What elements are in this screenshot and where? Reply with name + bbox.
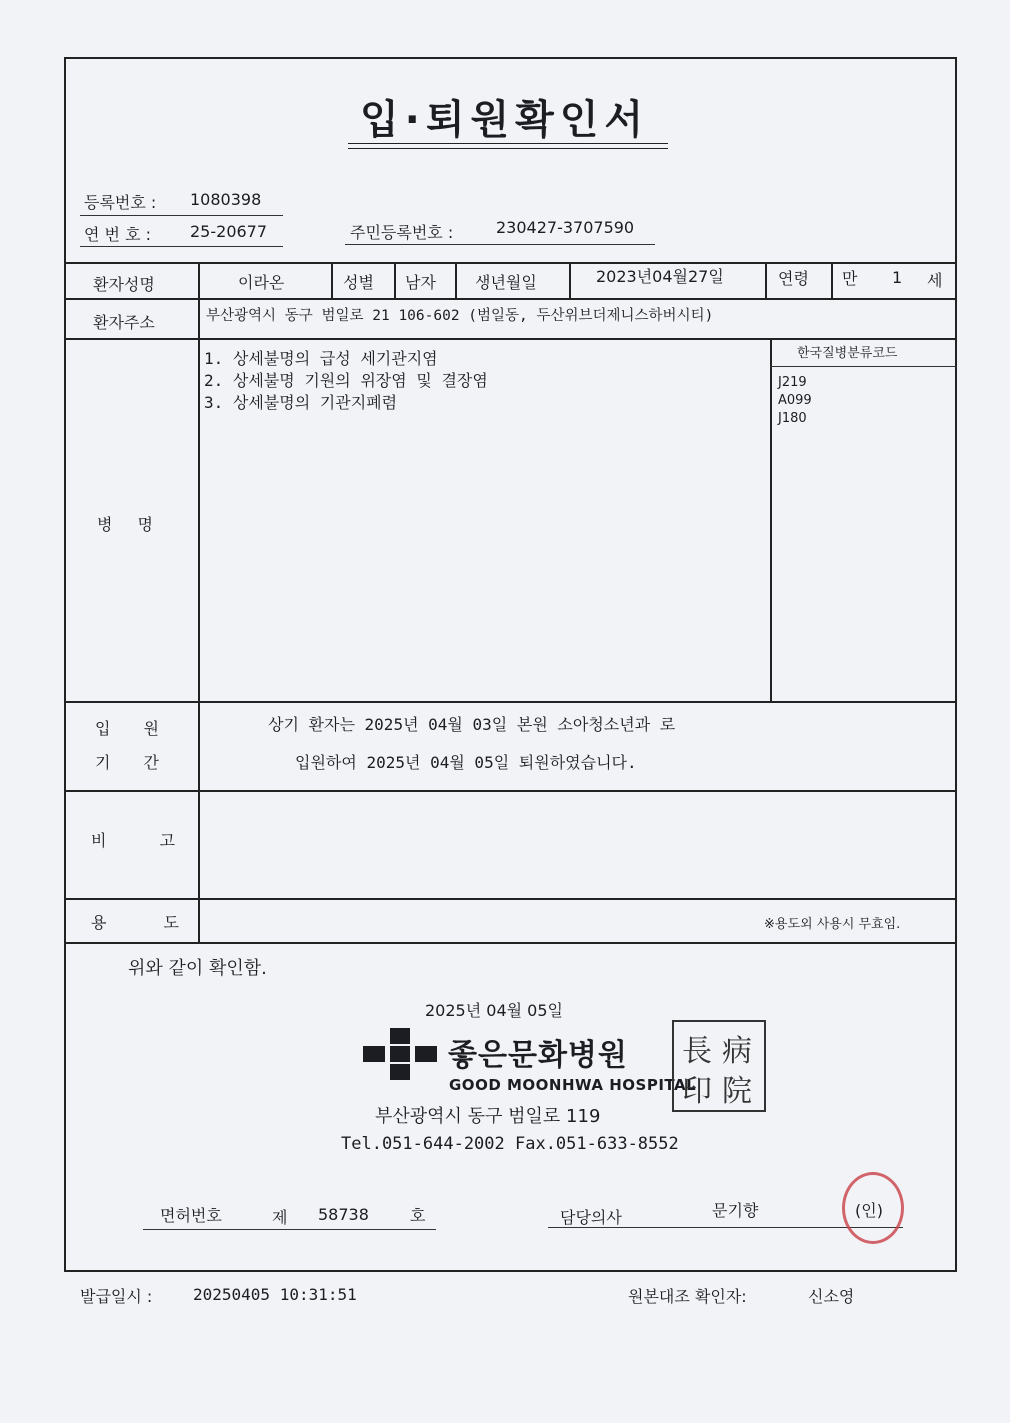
verifier-label: 원본대조 확인자: (628, 1287, 747, 1306)
address-value: 부산광역시 동구 범일로 21 106-602 (범일동, 두산위브더제니스하버시티) (206, 308, 714, 324)
address-label: 환자주소 (93, 313, 155, 332)
table-col-rule (770, 338, 772, 701)
resident-underline (345, 244, 655, 245)
license-suffix: 호 (410, 1206, 426, 1225)
registration-number: 1080398 (190, 190, 262, 209)
age-value: 1 (892, 268, 903, 287)
hospital-name-english: GOOD MOONHWA HOSPITAL (449, 1076, 697, 1094)
license-number: 58738 (318, 1205, 369, 1224)
resident-number: 230427-3707590 (496, 218, 635, 237)
disease-code: J180 (778, 411, 807, 426)
table-col-rule (569, 262, 571, 298)
diagnosis-item: 1. 상세불명의 급성 세기관지염 (204, 349, 438, 368)
title-underline (348, 143, 668, 144)
code-header-rule (770, 366, 957, 367)
registration-label: 등록번호 : (84, 193, 157, 212)
disease-code-header: 한국질병분류코드 (797, 346, 898, 361)
table-col-rule (455, 262, 457, 298)
doctor-label: 담당의사 (560, 1208, 622, 1227)
title-underline (348, 148, 668, 149)
remarks-label: 비 고 (91, 831, 175, 850)
admission-statement: 상기 환자는 2025년 04월 03일 본원 소아청소년과 로 (268, 715, 676, 734)
purpose-note: ※용도외 사용시 무효임. (764, 917, 901, 932)
hospital-logo-icon (363, 1028, 437, 1080)
age-label: 연령 (778, 269, 809, 288)
hospital-name: 좋은문화병원 (448, 1038, 628, 1073)
dob-value: 2023년04월27일 (596, 267, 724, 286)
period-label: 기 간 (95, 753, 159, 772)
doctor-seal-icon (842, 1172, 904, 1244)
diagnosis-item: 3. 상세불명의 기관지폐렴 (204, 393, 398, 412)
admission-label: 입 원 (95, 719, 159, 738)
issued-label: 발급일시 : (80, 1287, 153, 1306)
doctor-seal-mark: (인) (855, 1201, 883, 1220)
table-col-rule (198, 262, 200, 942)
disease-code: A099 (778, 393, 812, 408)
license-prefix: 제 (272, 1208, 288, 1227)
license-label: 면허번호 (160, 1206, 222, 1225)
table-col-rule (394, 262, 396, 298)
doctor-name: 문기향 (712, 1201, 759, 1220)
serial-label: 연 번 호 : (84, 225, 152, 244)
sex-label: 성별 (343, 273, 374, 292)
dob-label: 생년월일 (475, 273, 537, 292)
table-col-rule (831, 262, 833, 298)
hospital-address: 부산광역시 동구 범일로 119 (375, 1106, 601, 1127)
table-rule (64, 942, 957, 944)
issue-date: 2025년 04월 05일 (425, 1001, 563, 1020)
patient-name: 이라온 (238, 273, 285, 292)
resident-number-label: 주민등록번호 : (350, 223, 454, 242)
admission-statement: 입원하여 2025년 04월 05일 퇴원하였습니다. (295, 753, 637, 772)
document-title: 입·퇴원확인서 (360, 97, 650, 143)
hospital-contact: Tel.051-644-2002 Fax.051-633-8552 (341, 1134, 679, 1154)
age-prefix: 만 (842, 269, 858, 288)
table-col-rule (765, 262, 767, 298)
disease-code: J219 (778, 375, 807, 390)
diagnosis-item: 2. 상세불명 기원의 위장염 및 결장염 (204, 371, 488, 390)
age-unit: 세 (927, 271, 943, 290)
serial-number: 25-20677 (190, 222, 268, 241)
diagnosis-label: 병 명 (97, 515, 153, 534)
verifier-name: 신소영 (808, 1287, 855, 1306)
license-underline (143, 1229, 436, 1230)
purpose-label: 용 도 (91, 913, 179, 932)
table-col-rule (331, 262, 333, 298)
patient-name-label: 환자성명 (93, 275, 155, 294)
issued-datetime: 20250405 10:31:51 (193, 1285, 357, 1304)
sex-value: 남자 (405, 273, 436, 292)
registration-underline (80, 215, 283, 216)
confirmation-text: 위와 같이 확인함. (128, 958, 267, 979)
serial-underline (80, 246, 283, 247)
hospital-seal-icon: 病 院 長 印 (672, 1020, 766, 1112)
